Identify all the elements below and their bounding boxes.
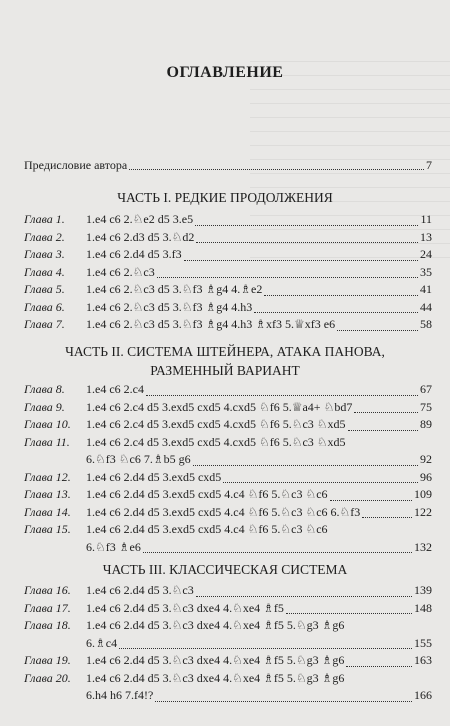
preface-entry — [24, 158, 432, 173]
page-title: ОГЛАВЛЕНИЕ — [166, 64, 284, 81]
chapter-label: Глава 14. — [24, 504, 71, 519]
chapter-line — [86, 281, 432, 299]
chapter-label: Глава 12. — [24, 469, 71, 484]
toc-entry — [24, 486, 432, 504]
chapter-page: 96 — [420, 469, 432, 484]
chapter-line — [86, 264, 432, 282]
leader-dots — [195, 225, 418, 226]
chapter-page: 163 — [414, 653, 432, 667]
chapter-page: 75 — [420, 399, 432, 414]
chapter-line — [86, 229, 432, 247]
chapter-moves — [86, 652, 432, 670]
chapter-line-text: 1.e4 c6 2.d4 d5 3.♘c3 dxe4 4.♘xe4 ♗f5 5.♘g3 ♗g6 — [86, 618, 345, 632]
leader-dots — [155, 701, 412, 702]
chapter-moves — [86, 670, 432, 705]
leader-dots — [119, 648, 412, 649]
leader-dots — [354, 412, 418, 413]
chapter-line-text: 1.e4 c6 2.c4 — [86, 382, 144, 396]
chapter-moves — [86, 521, 432, 556]
leader-dots — [146, 395, 418, 396]
preface-page: 7 — [426, 158, 432, 172]
chapter-label: Глава 2. — [24, 229, 65, 244]
leader-dots — [193, 465, 418, 466]
leader-dots — [184, 260, 418, 261]
chapter-line-text: 1.e4 c6 2.c4 d5 3.exd5 cxd5 4.cxd5 ♘f6 5.♘c3 ♘xd5 — [86, 417, 346, 431]
chapter-label: Глава 17. — [24, 600, 71, 615]
chapter-label: Глава 15. — [24, 522, 71, 536]
part-2-chapters — [24, 381, 432, 556]
chapter-line-text: 1.e4 c6 2.♘c3 d5 3.♘f3 ♗g4 4.♗e2 — [86, 282, 263, 296]
toc-entry — [24, 381, 432, 399]
chapter-page: 109 — [414, 487, 432, 501]
toc-entry — [24, 600, 432, 618]
chapter-line-text: 1.e4 c6 2.d4 d5 3.♘c3 — [86, 583, 194, 597]
chapter-line-text: 1.e4 c6 2.c4 d5 3.exd5 cxd5 4.cxd5 ♘f6 5.♘c3 ♘xd5 — [86, 434, 346, 449]
leader-dots — [196, 596, 412, 597]
toc-entry — [24, 264, 432, 282]
chapter-moves — [86, 504, 432, 522]
chapter-line-text: 1.e4 c6 2.♘c3 — [86, 264, 155, 279]
chapter-label: Глава 7. — [24, 317, 65, 331]
toc-entry — [24, 582, 432, 600]
toc-entry — [24, 652, 432, 670]
leader-dots — [337, 330, 418, 331]
part-3-chapters — [24, 582, 432, 705]
toc-entry — [24, 434, 432, 469]
chapter-moves — [86, 399, 432, 417]
toc-entry — [24, 469, 432, 487]
chapter-line-text: 1.e4 c6 2.d4 d5 3.♘c3 dxe4 4.♘xe4 ♗f5 5.♘g3 ♗g6 — [86, 670, 345, 685]
chapter-label: Глава 20. — [24, 670, 71, 685]
chapter-line — [86, 416, 432, 434]
chapter-moves — [86, 486, 432, 504]
toc-entry — [24, 229, 432, 247]
chapter-label: Глава 10. — [24, 417, 71, 431]
chapter-moves — [86, 211, 432, 229]
chapter-page: 139 — [414, 583, 432, 597]
chapter-line-text: 6.♘f3 ♗e6 — [86, 539, 141, 554]
toc-entry — [24, 416, 432, 434]
chapter-moves — [86, 469, 432, 487]
toc-entry — [24, 246, 432, 264]
chapter-label: Глава 9. — [24, 399, 65, 414]
chapter-line-text: 1.e4 c6 2.♘c3 d5 3.♘f3 ♗g4 4.h3 — [86, 299, 253, 314]
chapter-moves — [86, 416, 432, 434]
chapter-moves — [86, 617, 432, 652]
chapter-line — [86, 399, 432, 417]
part-heading-line: ЧАСТЬ I. РЕДКИЕ ПРОДОЛЖЕНИЯ — [117, 190, 333, 205]
chapter-page: 155 — [414, 635, 432, 650]
chapter-line-text: 1.e4 c6 2.d4 d5 3.♘c3 dxe4 4.♘xe4 ♗f5 5.♘g3 ♗g6 — [86, 653, 345, 667]
chapter-moves — [86, 381, 432, 399]
chapter-line-text: 1.e4 c6 2.d4 d5 3.♘c3 dxe4 4.♘xe4 ♗f5 — [86, 600, 284, 615]
part-3-heading — [10, 560, 440, 579]
chapter-line — [86, 687, 432, 705]
chapter-line-text: 1.e4 c6 2.d4 d5 3.exd5 cxd5 4.c4 ♘f6 5.♘c3 ♘c6 6.♘f3 — [86, 504, 361, 519]
chapter-line — [86, 469, 432, 487]
chapter-line — [86, 635, 432, 653]
chapter-label: Глава 16. — [24, 583, 71, 597]
leader-dots — [254, 312, 418, 313]
chapter-moves — [86, 281, 432, 299]
chapter-line — [86, 617, 432, 635]
chapter-line-text: 1.e4 c6 2.d4 d5 3.exd5 cxd5 — [86, 469, 222, 484]
leader-dots — [129, 169, 424, 170]
chapter-line-text: 1.e4 c6 2.d3 d5 3.♘d2 — [86, 229, 195, 244]
toc-entry — [24, 399, 432, 417]
part-2-heading — [10, 342, 440, 380]
toc-entry — [24, 521, 432, 556]
chapter-line — [86, 451, 432, 469]
chapter-line-text: 1.e4 c6 2.♘e2 d5 3.e5 — [86, 212, 194, 226]
toc-entry — [24, 211, 432, 229]
chapter-page: 92 — [420, 452, 432, 466]
chapter-moves — [86, 299, 432, 317]
chapter-page: 166 — [414, 688, 432, 702]
chapter-page: 89 — [420, 417, 432, 431]
chapter-moves — [86, 600, 432, 618]
chapter-moves — [86, 264, 432, 282]
leader-dots — [362, 517, 412, 518]
chapter-page: 122 — [414, 504, 432, 519]
chapter-line-text: 6.h4 h6 7.f4!? — [86, 688, 154, 702]
chapter-page: 24 — [420, 247, 432, 261]
chapter-line — [86, 316, 432, 334]
chapter-label: Глава 11. — [24, 434, 70, 449]
chapter-line — [86, 652, 432, 670]
leader-dots — [346, 666, 412, 667]
toc-entry — [24, 617, 432, 652]
chapter-line — [86, 434, 432, 452]
part-1-heading — [10, 188, 440, 207]
chapter-label: Глава 8. — [24, 382, 65, 396]
chapter-page: 44 — [420, 299, 432, 314]
chapter-line — [86, 521, 432, 539]
chapter-label: Глава 4. — [24, 264, 65, 279]
chapter-page: 11 — [420, 212, 432, 226]
chapter-line — [86, 600, 432, 618]
chapter-page: 67 — [420, 382, 432, 396]
chapter-label: Глава 19. — [24, 653, 71, 667]
chapter-moves — [86, 582, 432, 600]
leader-dots — [264, 295, 418, 296]
chapter-line-text: 1.e4 c6 2.d4 d5 3.f3 — [86, 247, 182, 261]
chapter-page: 148 — [414, 600, 432, 615]
chapter-label: Глава 3. — [24, 247, 65, 261]
leader-dots — [157, 277, 418, 278]
chapter-page: 13 — [420, 229, 432, 244]
chapter-line — [86, 299, 432, 317]
leader-dots — [223, 482, 418, 483]
chapter-line-text: 1.e4 c6 2.c4 d5 3.exd5 cxd5 4.cxd5 ♘f6 5.♕a4+ ♘bd7 — [86, 399, 353, 414]
chapter-line-text: 1.e4 c6 2.♘c3 d5 3.♘f3 ♗g4 4.h3 ♗xf3 5.♕xf3 e6 — [86, 317, 336, 331]
chapter-line — [86, 582, 432, 600]
chapter-line — [86, 211, 432, 229]
chapter-line — [86, 504, 432, 522]
chapter-line — [86, 381, 432, 399]
chapter-label: Глава 13. — [24, 487, 71, 501]
leader-dots — [196, 242, 418, 243]
part-1-chapters — [24, 211, 432, 334]
toc-entry — [24, 281, 432, 299]
chapter-line — [86, 246, 432, 264]
toc-entry — [24, 299, 432, 317]
chapter-line-text: 1.e4 c6 2.d4 d5 3.exd5 cxd5 4.c4 ♘f6 5.♘c3 ♘c6 — [86, 522, 328, 536]
leader-dots — [348, 430, 418, 431]
chapter-line-text: 6.♗c4 — [86, 635, 118, 650]
chapter-line — [86, 539, 432, 557]
chapter-moves — [86, 434, 432, 469]
chapter-line-text: 6.♘f3 ♘c6 7.♗b5 g6 — [86, 452, 191, 466]
chapter-label: Глава 6. — [24, 299, 65, 314]
chapter-moves — [86, 316, 432, 334]
chapter-label: Глава 18. — [24, 618, 71, 632]
chapter-moves — [86, 229, 432, 247]
preface-text: Предисловие автора — [24, 158, 128, 172]
chapter-label: Глава 1. — [24, 212, 65, 226]
part-heading-line: ЧАСТЬ II. СИСТЕМА ШТЕЙНЕРА, АТАКА ПАНОВА, — [65, 344, 385, 359]
part-heading-line: РАЗМЕННЫЙ ВАРИАНТ — [150, 363, 300, 378]
chapter-page: 41 — [420, 282, 432, 296]
chapter-line — [86, 670, 432, 688]
toc-entry — [24, 670, 432, 705]
chapter-label: Глава 5. — [24, 282, 65, 296]
toc-entry — [24, 504, 432, 522]
leader-dots — [143, 552, 412, 553]
chapter-page: 132 — [414, 539, 432, 554]
toc-entry — [24, 316, 432, 334]
leader-dots — [330, 500, 412, 501]
chapter-line — [86, 486, 432, 504]
leader-dots — [286, 613, 412, 614]
chapter-line-text: 1.e4 c6 2.d4 d5 3.exd5 cxd5 4.c4 ♘f6 5.♘c3 ♘c6 — [86, 487, 328, 501]
part-heading-line: ЧАСТЬ III. КЛАССИЧЕСКАЯ СИСТЕМА — [102, 562, 348, 577]
chapter-moves — [86, 246, 432, 264]
chapter-page: 58 — [420, 317, 432, 331]
chapter-page: 35 — [420, 264, 432, 279]
